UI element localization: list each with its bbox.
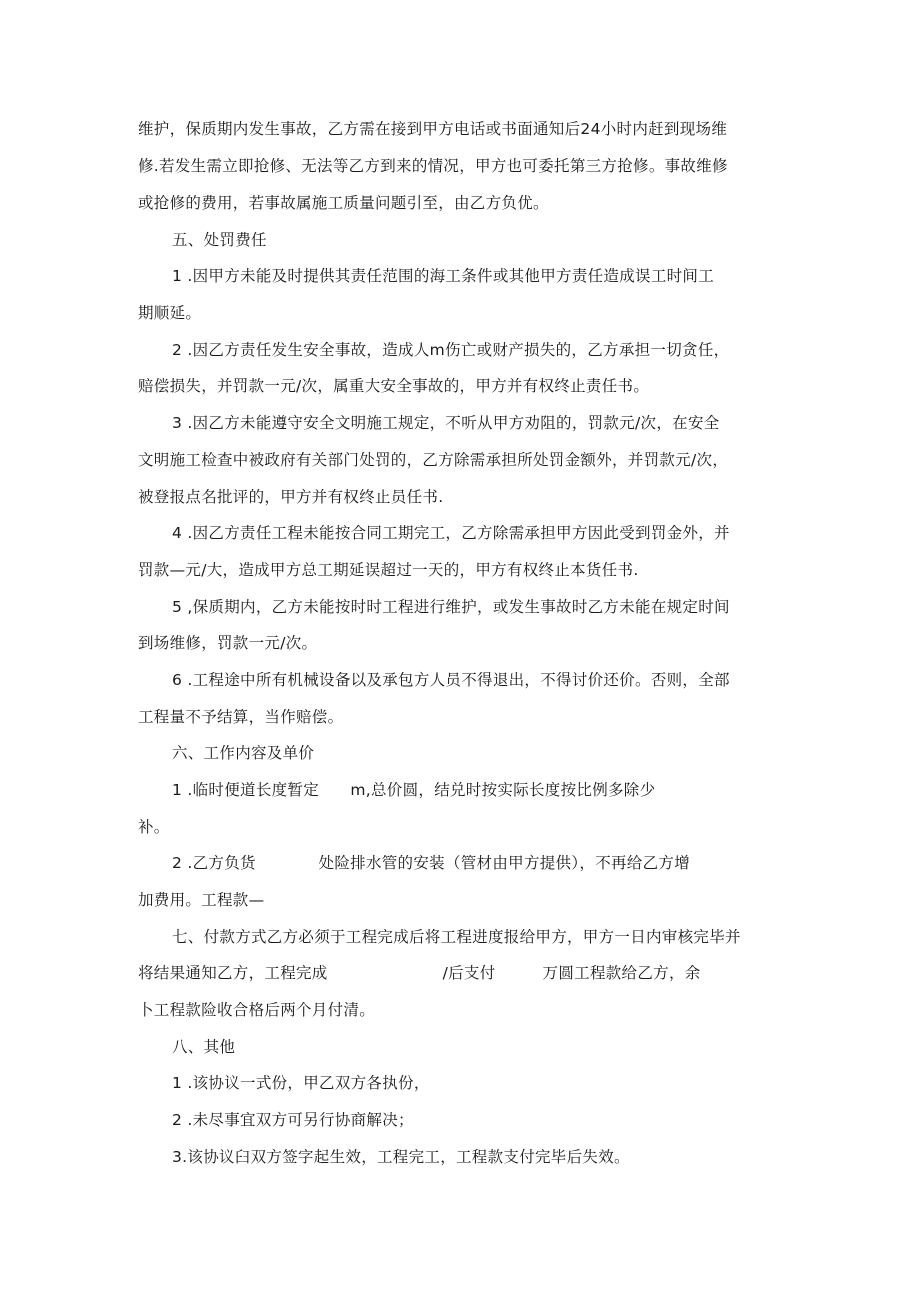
text-line: 卜工程款险收合格后两个月付清。	[138, 1001, 376, 1019]
text-line: 2 .未尽事宜双方可另行协商解决；	[172, 1111, 414, 1129]
text-line: 1 .该协议一式份，甲乙双方各执份，	[172, 1074, 430, 1092]
text-line: 将结果通知乙方，工程完成 /后支付 万圆工程款给乙方，余	[138, 964, 701, 982]
text-line: 3 .因乙方未能遵守安全文明施工规定，不听从甲方劝阻的，罚款元/次，在安全	[172, 414, 720, 432]
text-line: 2 .因乙方责任发生安全事故，造成人m伤亡或财产损失的，乙方承担一切贪任，	[172, 341, 730, 359]
section-heading: 七、付款方式乙方必须于工程完成后将工程进度报给甲方，甲方一日内审核完毕并	[172, 928, 741, 946]
text-line: 4 .因乙方责任工程未能按合同工期完工，乙方除需承担甲方因此受到罚金外，并	[172, 524, 730, 542]
text-line: 加费用。工程款—	[138, 891, 265, 909]
section-heading: 五、处罚费任	[172, 231, 267, 249]
section-heading: 八、其他	[172, 1038, 236, 1056]
text-line: 6 .工程途中所有机械设备以及承包方人员不得退出，不得讨价还价。否则，全部	[172, 671, 730, 689]
text-line: 期顺延。	[138, 304, 202, 322]
text-line: 到场维修，罚款一元/次。	[138, 634, 318, 652]
text-line: 1 .临时便道长度暂定 m,总价圆，结兑时按实际长度按比例多除少	[172, 781, 656, 799]
text-line: 1 .因甲方未能及时提供其责任范围的海工条件或其他甲方责任造成误工时间工	[172, 267, 715, 285]
text-line: 修.若发生需立即抢修、无法等乙方到来的情况，甲方也可委托第三方抢修。事故维修	[138, 157, 728, 175]
text-line: 被登报点名批评的，甲方并有权终止员任书.	[138, 488, 444, 506]
section-heading: 六、工作内容及单价	[172, 744, 315, 762]
text-line: 5 ,保质期内，乙方未能按时时工程进行维护，或发生事故时乙方未能在规定时间	[172, 598, 730, 616]
text-line: 补。	[138, 818, 170, 836]
text-line: 赔偿损失，并罚款一元/次，属重大安全事故的，甲方并有权终止责任书。	[138, 377, 650, 395]
text-line: 维护，保质期内发生事故，乙方需在接到甲方电话或书面通知后24小时内赶到现场维	[138, 120, 728, 138]
text-line: 3.该协议臼双方签字起生效，工程完工，工程款支付完毕后失效。	[172, 1148, 630, 1166]
text-line: 罚款—元/大，造成甲方总工期延误超过一天的，甲方有权终止本货任书.	[138, 561, 639, 579]
text-line: 2 .乙方负货 处险排水管的安装（管材由甲方提供），不再给乙方增	[172, 854, 690, 872]
text-line: 文明施工检查中被政府有关部门处罚的，乙方除需承担所处罚金额外，并罚款元/次，	[138, 451, 729, 469]
text-line: 或抢修的费用，若事故属施工质量问题引至，由乙方负优。	[138, 194, 549, 212]
text-line: 工程量不予结算，当作赔偿。	[138, 708, 344, 726]
